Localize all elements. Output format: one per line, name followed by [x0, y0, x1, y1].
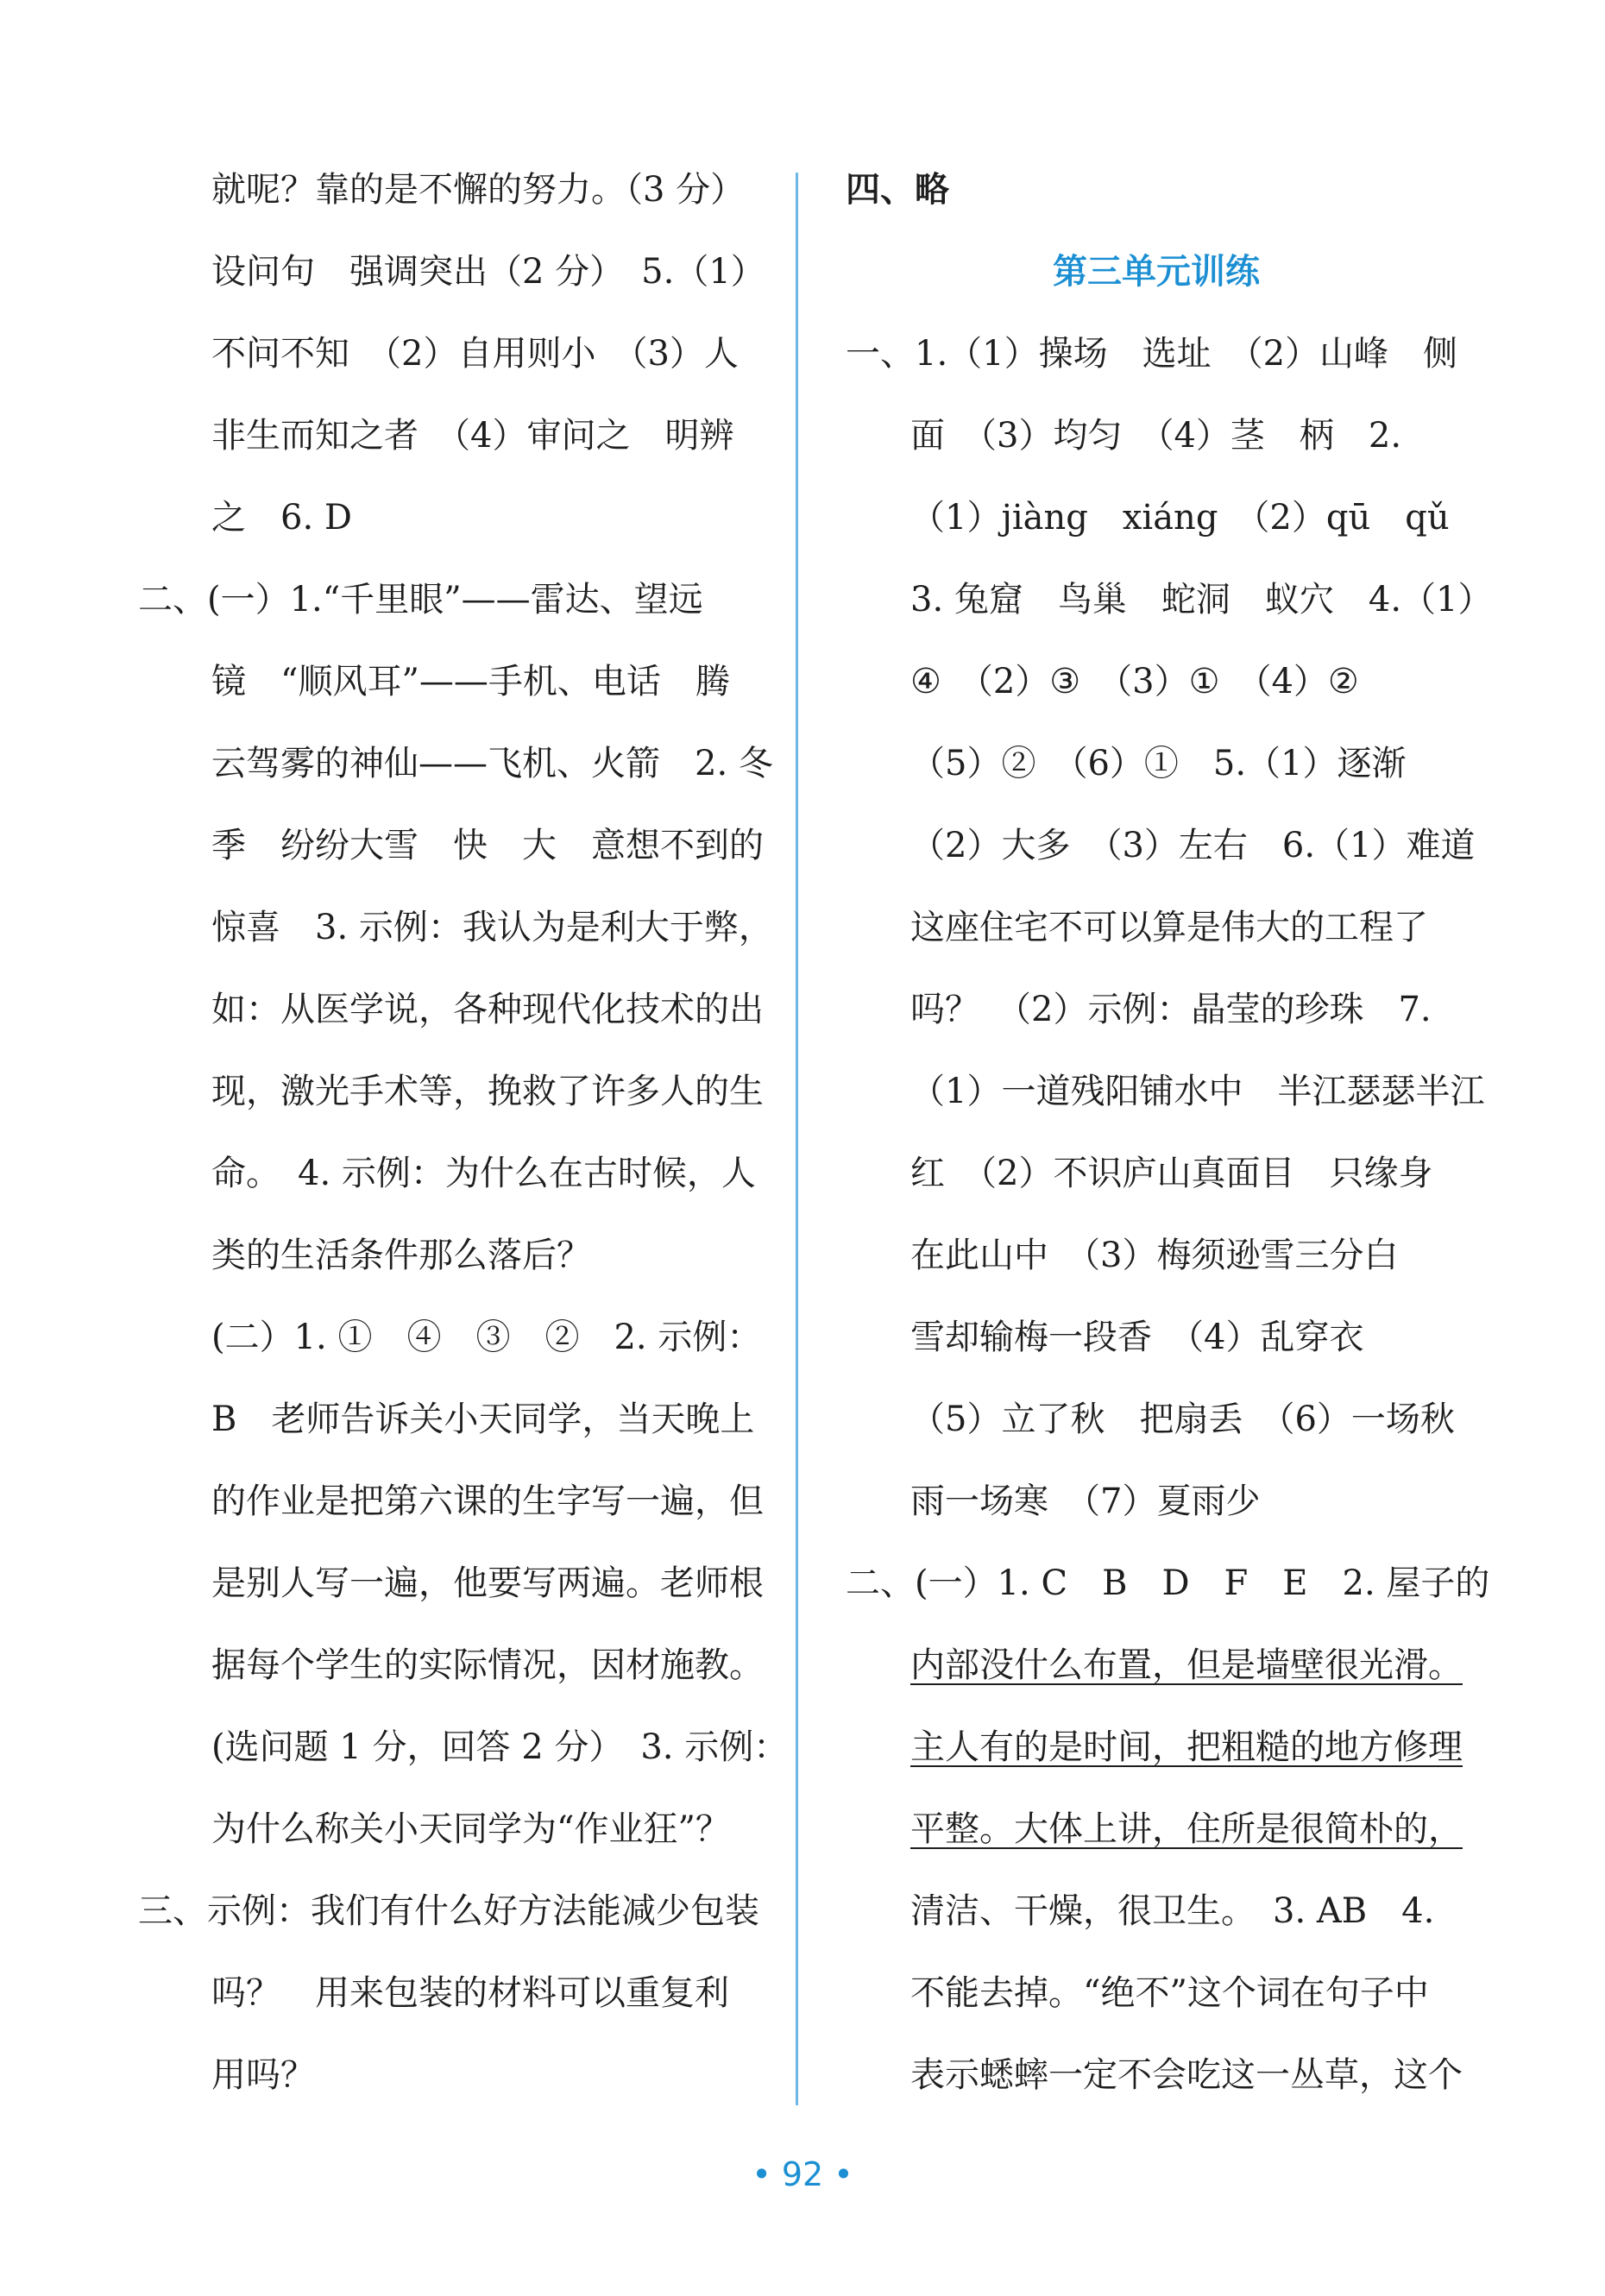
- section-four-heading: 四、略: [846, 169, 949, 210]
- text-line: （1）一道残阳铺水中 半江瑟瑟半江: [910, 1072, 1485, 1111]
- text-line: （1）jiàng xiáng （2）qū qǔ: [910, 498, 1450, 538]
- text-line: 之 6. D: [211, 498, 352, 538]
- text-line: 吗？ （2）示例：晶莹的珍珠 7.: [910, 990, 1432, 1029]
- text-line: 是别人写一遍，他要写两遍。老师根: [211, 1563, 764, 1603]
- text-line: 设问句 强调突出（2 分） 5.（1）: [211, 252, 765, 292]
- underlined-text-line: 平整。大体上讲，住所是很简朴的，: [910, 1809, 1463, 1849]
- text-line: 不问不知 （2）自用则小 （3）人: [211, 334, 739, 374]
- text-line: 表示蟋蟀一定不会吃这一丛草，这个: [910, 2055, 1463, 2095]
- text-line: 清洁、干燥，很卫生。 3. AB 4.: [910, 1891, 1435, 1931]
- underlined-text-line: 主人有的是时间，把粗糙的地方修理: [910, 1727, 1463, 1767]
- text-line: 季 纷纷大雪 快 大 意想不到的: [211, 826, 764, 865]
- text-line: 在此山中 （3）梅须逊雪三分白: [910, 1236, 1399, 1275]
- text-line: 云驾雾的神仙——飞机、火箭 2. 冬: [211, 744, 773, 783]
- column-divider: [796, 173, 798, 2105]
- text-line: 非生而知之者 （4）审问之 明辨: [211, 416, 734, 456]
- text-line: 如：从医学说，各种现代化技术的出: [211, 990, 764, 1029]
- text-line: 面 （3）均匀 （4）茎 柄 2.: [910, 416, 1402, 456]
- section-one-line: 一、1.（1）操场 选址 （2）山峰 侧: [846, 334, 1458, 374]
- text-line: 用吗？: [211, 2055, 315, 2095]
- text-line: 雪却输梅一段香 （4）乱穿衣: [910, 1318, 1364, 1357]
- text-line: 镜 “顺风耳”——手机、电话 腾: [211, 662, 730, 701]
- text-line: 命。 4. 示例：为什么在古时候，人: [211, 1154, 756, 1193]
- text-line: 据每个学生的实际情况，因材施教。: [211, 1645, 764, 1685]
- text-line: （5）立了秋 把扇丢 （6）一场秋: [910, 1400, 1455, 1439]
- text-line: 现，激光手术等，挽救了许多人的生: [211, 1072, 764, 1111]
- text-line: 吗？ 用来包装的材料可以重复利: [211, 1973, 729, 2013]
- text-line: 惊喜 3. 示例：我认为是利大于弊，: [211, 908, 773, 947]
- text-line: 这座住宅不可以算是伟大的工程了: [910, 908, 1428, 947]
- section-three-line: 三、示例：我们有什么好方法能减少包装: [138, 1891, 759, 1931]
- text-line: B 老师告诉关小天同学，当天晚上: [211, 1400, 755, 1439]
- page-number: • 92 •: [752, 2155, 853, 2193]
- text-line: 为什么称关小天同学为“作业狂”？: [211, 1809, 730, 1849]
- text-line: 红 （2）不识庐山真面目 只缘身: [910, 1154, 1433, 1193]
- text-line: 3. 兔窟 鸟巢 蛇洞 蚁穴 4.（1）: [910, 580, 1493, 620]
- text-line: (选问题 1 分，回答 2 分） 3. 示例：: [211, 1727, 789, 1767]
- section-two-line: 二、(一）1.“千里眼”——雷达、望远: [138, 580, 703, 620]
- text-line: 不能去掉。“绝不”这个词在句子中: [910, 1973, 1429, 2013]
- text-line: 类的生活条件那么落后？: [211, 1236, 591, 1275]
- text-line: 的作业是把第六课的生字写一遍，但: [211, 1481, 764, 1521]
- text-line: （2）大多 （3）左右 6.（1）难道: [910, 826, 1476, 865]
- text-line: （5）② （6）① 5.（1）逐渐: [910, 744, 1407, 783]
- section-two-line: 二、(一）1. C B D F E 2. 屋子的: [846, 1563, 1490, 1603]
- text-line: 雨一场寒 （7）夏雨少: [910, 1481, 1261, 1521]
- section-title: 第三单元训练: [1053, 252, 1260, 292]
- text-line: 就呢？靠的是不懈的努力。（3 分）: [211, 170, 746, 210]
- text-line: ④ （2）③ （3）① （4）②: [910, 662, 1359, 701]
- underlined-text-line: 内部没什么布置，但是墙壁很光滑。: [910, 1645, 1463, 1685]
- text-line: (二）1. ① ④ ③ ② 2. 示例：: [211, 1318, 762, 1357]
